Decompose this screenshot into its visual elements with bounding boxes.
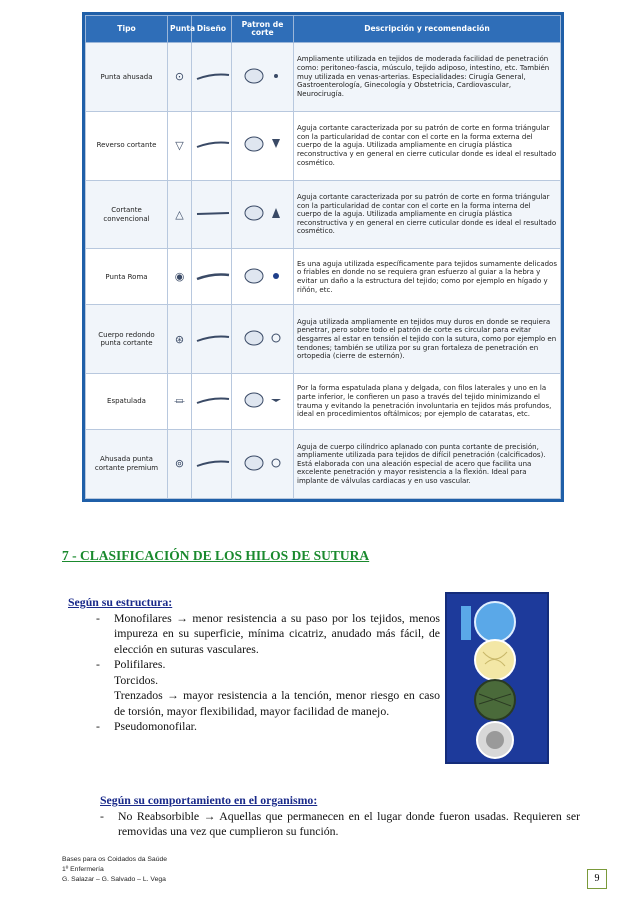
- table-row: [86, 374, 561, 430]
- table-row: [86, 111, 561, 180]
- no-reabsorbible-desc: Aquellas que permanecen en el lugar donde fueron usadas. Requieren ser removidas una vez que cumplieron su función.: [118, 808, 580, 838]
- needle-design-icon: [192, 111, 232, 180]
- cut-pattern-icon: [232, 374, 294, 430]
- table-row: [86, 249, 561, 305]
- header-descripcion: Descripción y recomendación: [294, 16, 561, 43]
- list-item: [96, 611, 440, 658]
- cell-tipo: Punta Roma: [86, 249, 168, 305]
- footer-course: Bases para os Coidados da Saúde: [62, 856, 168, 863]
- cell-descripcion: Aguja cortante caracterizada por su patrón de corte en forma triángular con la particularidad de contar con el corte en la forma externa del cuerpo de la aguja. Utilizada ampliamente en cirugía plástica reconstructiva y en general en cierre cuticular donde es ideal el resultado cosmético.: [294, 111, 561, 180]
- arrow-icon: →: [176, 610, 188, 625]
- footer-level: 1º Enfermería: [62, 866, 104, 873]
- cell-tipo: Cuerpo redondo punta cortante: [86, 305, 168, 374]
- needle-design-icon: [192, 43, 232, 112]
- cut-pattern-icon: [232, 111, 294, 180]
- needle-design-icon: [192, 374, 232, 430]
- cell-descripcion: Es una aguja utilizada específicamente para tejidos sumamente delicados o friables en donde no se requiera gran esfuerzo al guiar a la hebra y evitar un daño a la estructura del tejido; como por ejemplo en hígado y riñón, etc.: [294, 249, 561, 305]
- comportamiento-heading: Según su comportamiento en el organismo:: [100, 793, 318, 807]
- arrow-icon: →: [203, 808, 216, 823]
- list-item: [100, 809, 580, 840]
- page-number: 9: [587, 869, 607, 889]
- tip-icon: ⊛: [168, 305, 192, 374]
- trenzados-label: Trenzados: [114, 688, 163, 702]
- cut-pattern-icon: [232, 249, 294, 305]
- torcidos-label: Torcidos.: [114, 672, 159, 687]
- list-item: [96, 657, 440, 719]
- cut-pattern-icon: [232, 430, 294, 499]
- cell-tipo: Punta ahusada: [86, 43, 168, 112]
- table-row: [86, 305, 561, 374]
- suture-structure-illustration: [445, 592, 549, 764]
- tip-icon: ⊚: [168, 430, 192, 499]
- table-row: [86, 180, 561, 249]
- needle-design-icon: [192, 305, 232, 374]
- cell-tipo: Cortante convencional: [86, 180, 168, 249]
- polifilares-label: Polifilares.: [114, 657, 166, 671]
- needle-types-table: [85, 15, 561, 499]
- cut-pattern-icon: [232, 180, 294, 249]
- cell-tipo: Reverso cortante: [86, 111, 168, 180]
- footer-authors: G. Salazar – G. Salvado – L. Vega: [62, 876, 166, 883]
- tip-icon: ◉: [168, 249, 192, 305]
- arrow-icon: →: [167, 688, 179, 702]
- monofilares-label: Monofilares: [114, 610, 172, 625]
- list-item: [96, 719, 440, 735]
- list-dash: -: [96, 719, 100, 733]
- table-row: [86, 43, 561, 112]
- tip-icon: ▽: [168, 111, 192, 180]
- needle-types-table-image: [82, 12, 564, 502]
- page-footer: [62, 855, 167, 885]
- tip-icon: ⏛: [168, 374, 192, 430]
- tip-icon: ⊙: [168, 43, 192, 112]
- comportamiento-section: [100, 793, 580, 840]
- needle-design-icon: [192, 430, 232, 499]
- section-title: 7 - CLASIFICACIÓN DE LOS HILOS DE SUTURA: [62, 548, 370, 563]
- list-dash: -: [100, 808, 104, 823]
- header-punta: Punta: [168, 16, 192, 43]
- cell-descripcion: Aguja utilizada ampliamente en tejidos muy duros en donde se requiera penetrar, pero sobre todo el patrón de corte es circular para evitar desgarres al estar en tensión el tejido con la sutura, como por ejemplo en tendones; también se utiliza por su gran fortaleza de penetración en ortopedia (cierre de esternón).: [294, 305, 561, 374]
- pseudomonofilar-label: Pseudomonofilar.: [114, 719, 197, 733]
- cell-descripcion: Ampliamente utilizada en tejidos de moderada facilidad de penetración como: peritoneo-fascia, músculo, tejido adiposo, intestino, etc. También muy utilizada en venas-arterias. Especialidades: Cirugía General, Gastroenterología, Ginecología y Obstetricia, Cardiovascular, Neurocirugía.: [294, 43, 561, 112]
- header-diseno: Diseño: [192, 16, 232, 43]
- trenzados-desc: mayor resistencia a la tención, menor riesgo en caso de torsión, mayor flexibilidad, mayor facilidad de manejo.: [114, 688, 440, 718]
- header-patron: Patron de corte: [232, 16, 294, 43]
- table-row: [86, 430, 561, 499]
- cell-tipo: Ahusada punta cortante premium: [86, 430, 168, 499]
- estructura-heading: Según su estructura:: [68, 595, 173, 609]
- cut-pattern-icon: [232, 43, 294, 112]
- list-dash: -: [96, 610, 100, 625]
- table-header-row: [86, 16, 561, 43]
- needle-design-icon: [192, 249, 232, 305]
- cut-pattern-icon: [232, 305, 294, 374]
- cell-descripcion: Aguja cortante caracterizada por su patrón de corte en forma triángular con la particularidad de contar con el corte en la forma interna del cuerpo de la aguja. Utilizada ampliamente en cirugía plástica reconstructiva y en general en cierre cuticular donde es ideal el resultado cosmético.: [294, 180, 561, 249]
- cell-descripcion: Por la forma espatulada plana y delgada, con filos laterales y uno en la parte inferior, le confieren un paso a través del tejido minimizando el trauma y evitando la penetración involuntaria en tejidos más profundos, ideal en procedimientos oftálmicos; por ejemplo de cataratas, etc.: [294, 374, 561, 430]
- no-reabsorbible-label: No Reabsorbible: [118, 808, 200, 823]
- list-dash: -: [96, 657, 100, 671]
- cell-tipo: Espatulada: [86, 374, 168, 430]
- tip-icon: △: [168, 180, 192, 249]
- estructura-section: [68, 595, 440, 735]
- trenzados-line: [114, 688, 440, 719]
- header-tipo: Tipo: [86, 16, 168, 43]
- needle-design-icon: [192, 180, 232, 249]
- monofilares-desc: menor resistencia a su paso por los tejidos, menos impureza en su superficie, mínima cicatriz, anudado más fácil, de elección en suturas vasculares.: [114, 610, 441, 656]
- cell-descripcion: Aguja de cuerpo cilíndrico aplanado con punta cortante de precisión, ampliamente utilizada para tejidos de difícil penetración (calcificados). Está elaborada con una aleación especial de acero que facilita una excelente penetración y mayor resistencia a la flexión. Ideal para implante de válvulas cardiacas y en uso vascular.: [294, 430, 561, 499]
